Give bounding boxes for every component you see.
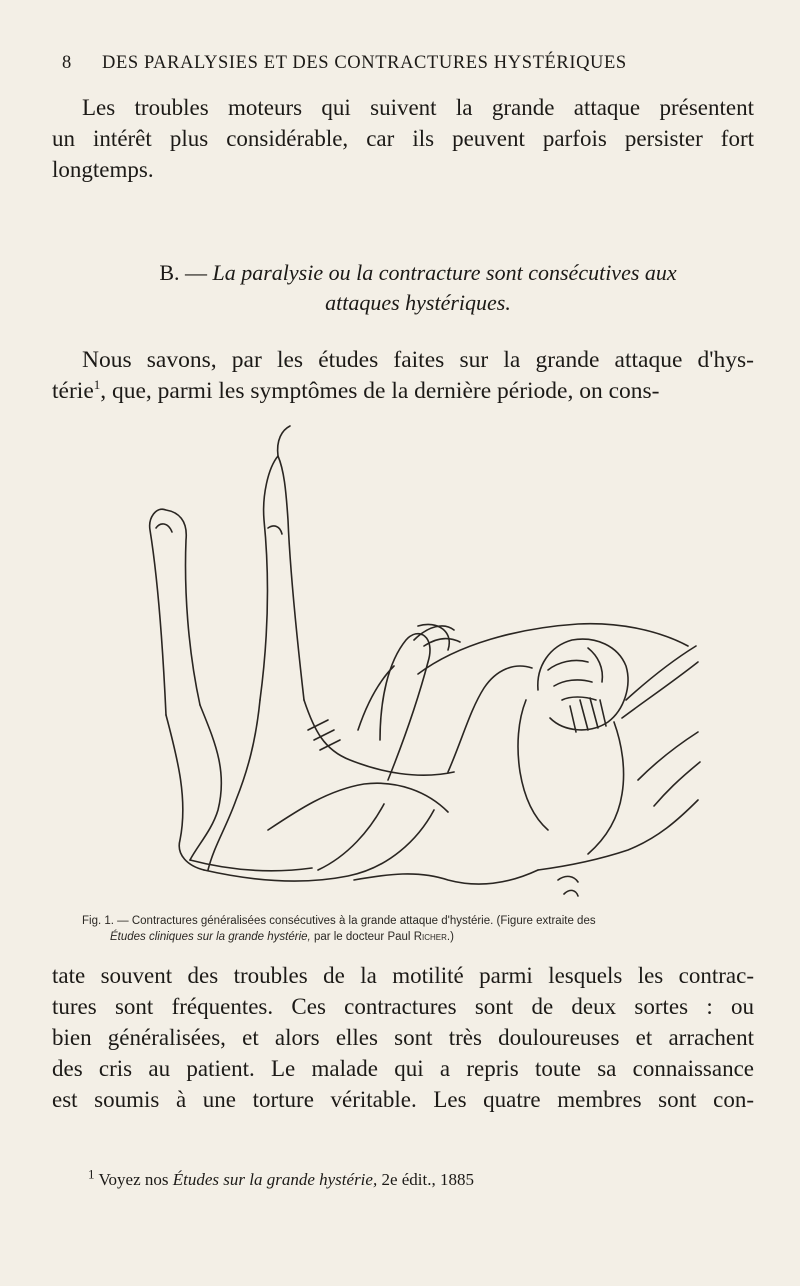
section-title-line-1: La paralysie ou la contracture sont consécutives aux: [212, 260, 677, 285]
text-line: un intérêt plus considérable, car ils peuvent parfois persister fort: [52, 126, 754, 151]
running-head: [62, 53, 752, 74]
footnote-marker: 1: [93, 377, 101, 393]
footnote-prefix: Voyez nos: [98, 1170, 169, 1189]
paragraph-before-figure: [52, 345, 754, 407]
text-line: des cris au patient. Le malade qui a repris toute sa connaissance: [52, 1056, 754, 1081]
figure-caption: [82, 913, 754, 945]
footnote-title: Études sur la grande hystérie,: [172, 1170, 378, 1189]
text-line: tures sont fréquentes. Ces contractures sont de deux sortes : ou: [52, 994, 754, 1019]
paragraph-after-figure: [52, 960, 754, 1115]
text-line: bien généralisées, et alors elles sont très douloureuses et arrachent: [52, 1025, 754, 1050]
section-heading: [82, 258, 754, 318]
text-fragment: , que, parmi les symptômes de la dernière période, on cons-: [100, 378, 660, 404]
caption-source-rest: par le docteur Paul: [313, 931, 411, 943]
text-line: est soumis à une torture véritable. Les quatre membres sont con-: [52, 1087, 754, 1112]
text-fragment: térie: [52, 378, 94, 404]
text-line: longtemps.: [52, 157, 154, 182]
section-title-line-2: attaques hystériques.: [325, 290, 511, 315]
footnote-rest: 2e édit., 1885: [381, 1170, 474, 1189]
text-line: tate souvent des troubles de la motilité parmi lesquels les contrac-: [52, 963, 754, 988]
text-line: Les troubles moteurs qui suivent la grande attaque présentent: [82, 95, 754, 120]
footnote: [88, 1166, 760, 1190]
caption-text: Contractures généralisées consécutives à la grande attaque d'hystérie. (Figure extraite des: [131, 915, 596, 927]
caption-source-title: Études cliniques sur la grande hystérie,: [110, 931, 311, 943]
caption-author: Richer.): [413, 931, 454, 943]
intro-paragraph: [52, 92, 754, 185]
section-letter: B. —: [159, 260, 207, 285]
contracture-sketch: [118, 400, 718, 910]
page-number: 8: [62, 53, 72, 73]
figure-illustration: [118, 400, 718, 910]
caption-label: Fig. 1. —: [82, 915, 129, 927]
running-title: DES PARALYSIES ET DES CONTRACTURES HYSTÉRIQUES: [102, 53, 627, 73]
text-line: Nous savons, par les études faites sur la grande attaque d'hys-: [82, 347, 754, 373]
footnote-number: 1: [88, 1166, 95, 1182]
